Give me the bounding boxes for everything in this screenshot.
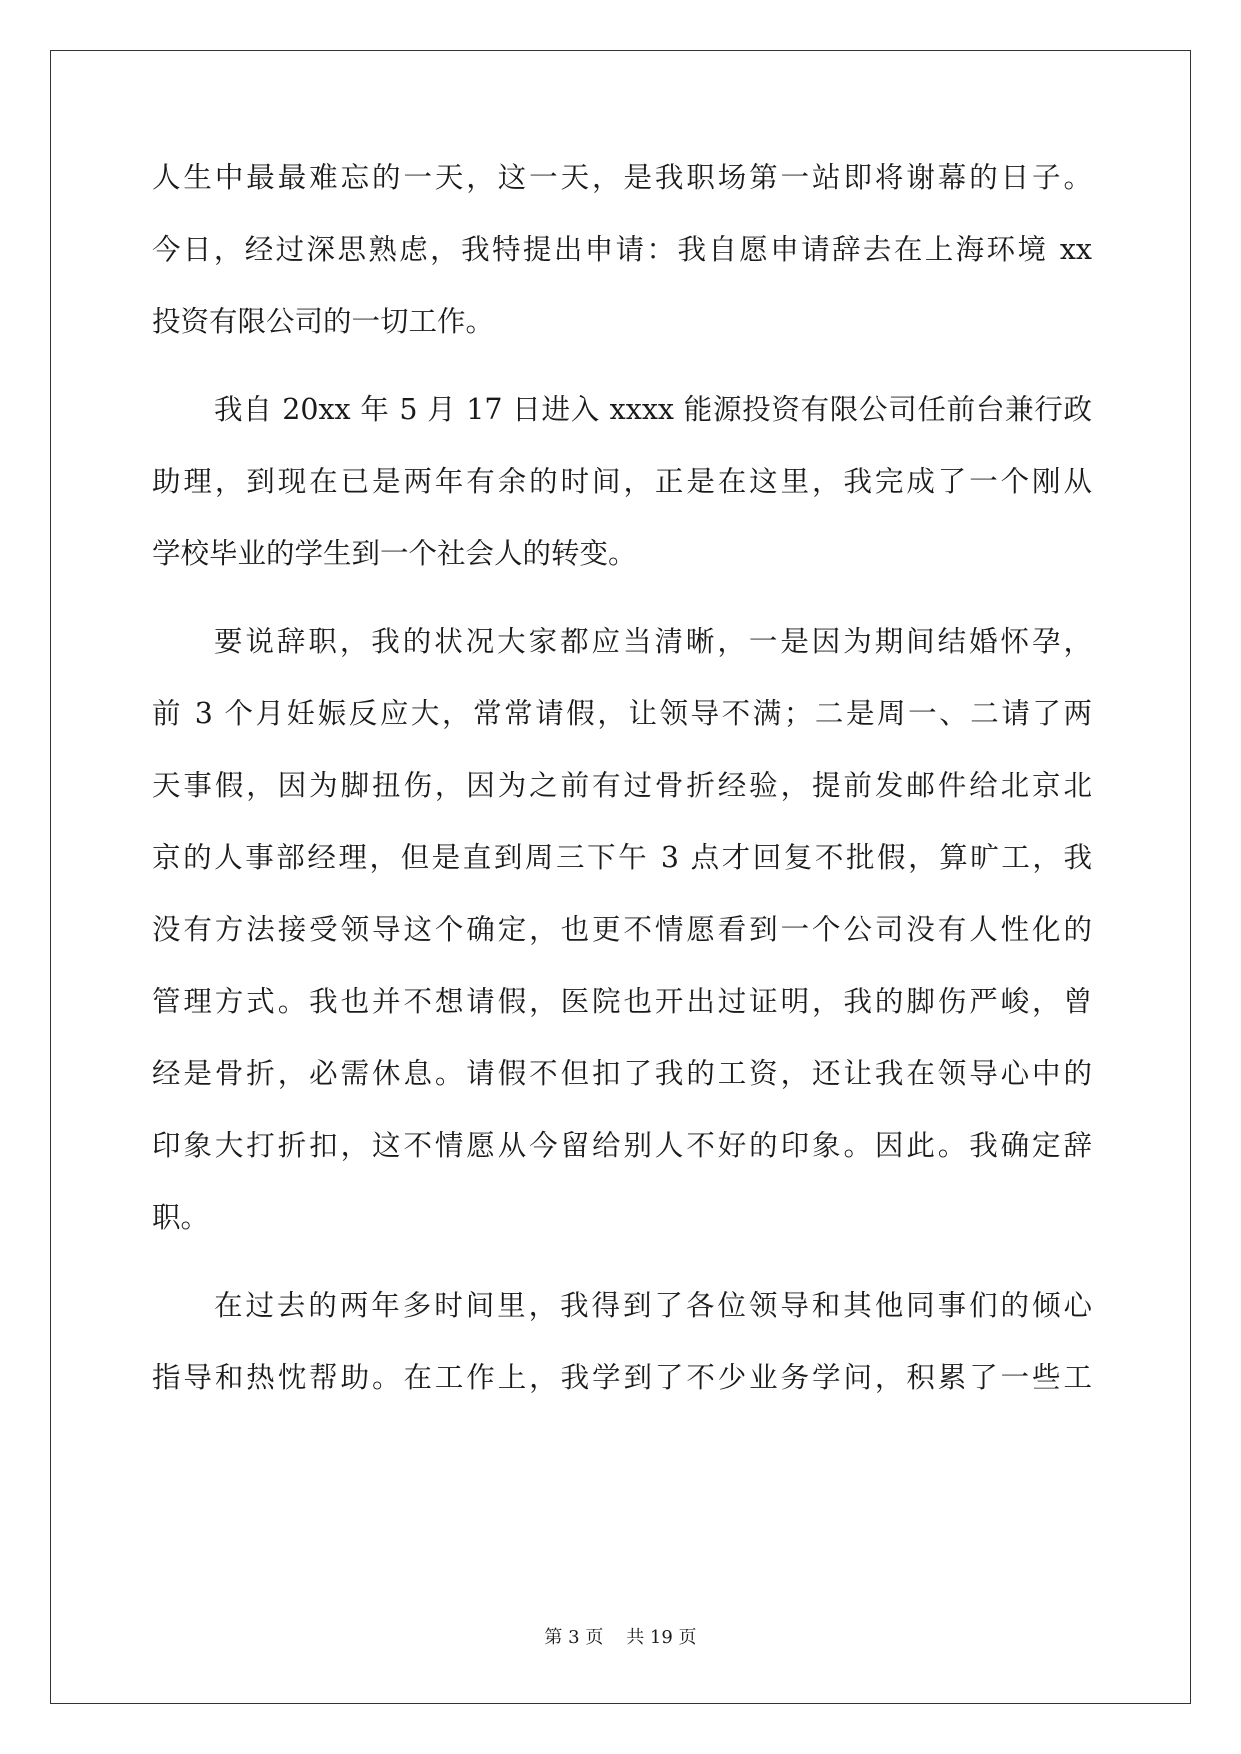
text-line: 助理，到现在已是两年有余的时间，正是在这里，我完成了一个刚从 bbox=[152, 465, 1092, 498]
page-number-footer: 第 3 页 共 19 页 bbox=[544, 1627, 697, 1648]
text-line: 职。 bbox=[152, 1201, 210, 1234]
text-line: 京的人事部经理，但是直到周三下午 3 点才回复不批假，算旷工，我 bbox=[152, 841, 1092, 874]
text-line: 人生中最最难忘的一天，这一天，是我职场第一站即将谢幕的日子。 bbox=[152, 161, 1092, 194]
paragraph-first-line: 在过去的两年多时间里，我得到了各位领导和其他同事们的倾心 bbox=[214, 1289, 1092, 1322]
text-line: 前 3 个月妊娠反应大，常常请假，让领导不满；二是周一、二请了两 bbox=[152, 697, 1092, 730]
paragraph-first-line: 要说辞职，我的状况大家都应当清晰，一是因为期间结婚怀孕， bbox=[214, 625, 1092, 658]
text-line: 印象大打折扣，这不情愿从今留给别人不好的印象。因此。我确定辞 bbox=[152, 1129, 1092, 1162]
text-line: 学校毕业的学生到一个社会人的转变。 bbox=[152, 537, 637, 570]
paragraph-first-line: 我自 20xx 年 5 月 17 日进入 xxxx 能源投资有限公司任前台兼行政 bbox=[214, 393, 1092, 426]
text-line: 今日，经过深思熟虑，我特提出申请：我自愿申请辞去在上海环境 xx bbox=[152, 233, 1092, 266]
text-line: 经是骨折，必需休息。请假不但扣了我的工资，还让我在领导心中的 bbox=[152, 1057, 1092, 1090]
text-line: 管理方式。我也并不想请假，医院也开出过证明，我的脚伤严峻，曾 bbox=[152, 985, 1092, 1018]
text-line: 没有方法接受领导这个确定，也更不情愿看到一个公司没有人性化的 bbox=[152, 913, 1092, 946]
text-line: 投资有限公司的一切工作。 bbox=[152, 305, 495, 338]
text-line: 天事假，因为脚扭伤，因为之前有过骨折经验，提前发邮件给北京北 bbox=[152, 769, 1092, 802]
text-line: 指导和热忱帮助。在工作上，我学到了不少业务学问，积累了一些工 bbox=[152, 1361, 1092, 1394]
